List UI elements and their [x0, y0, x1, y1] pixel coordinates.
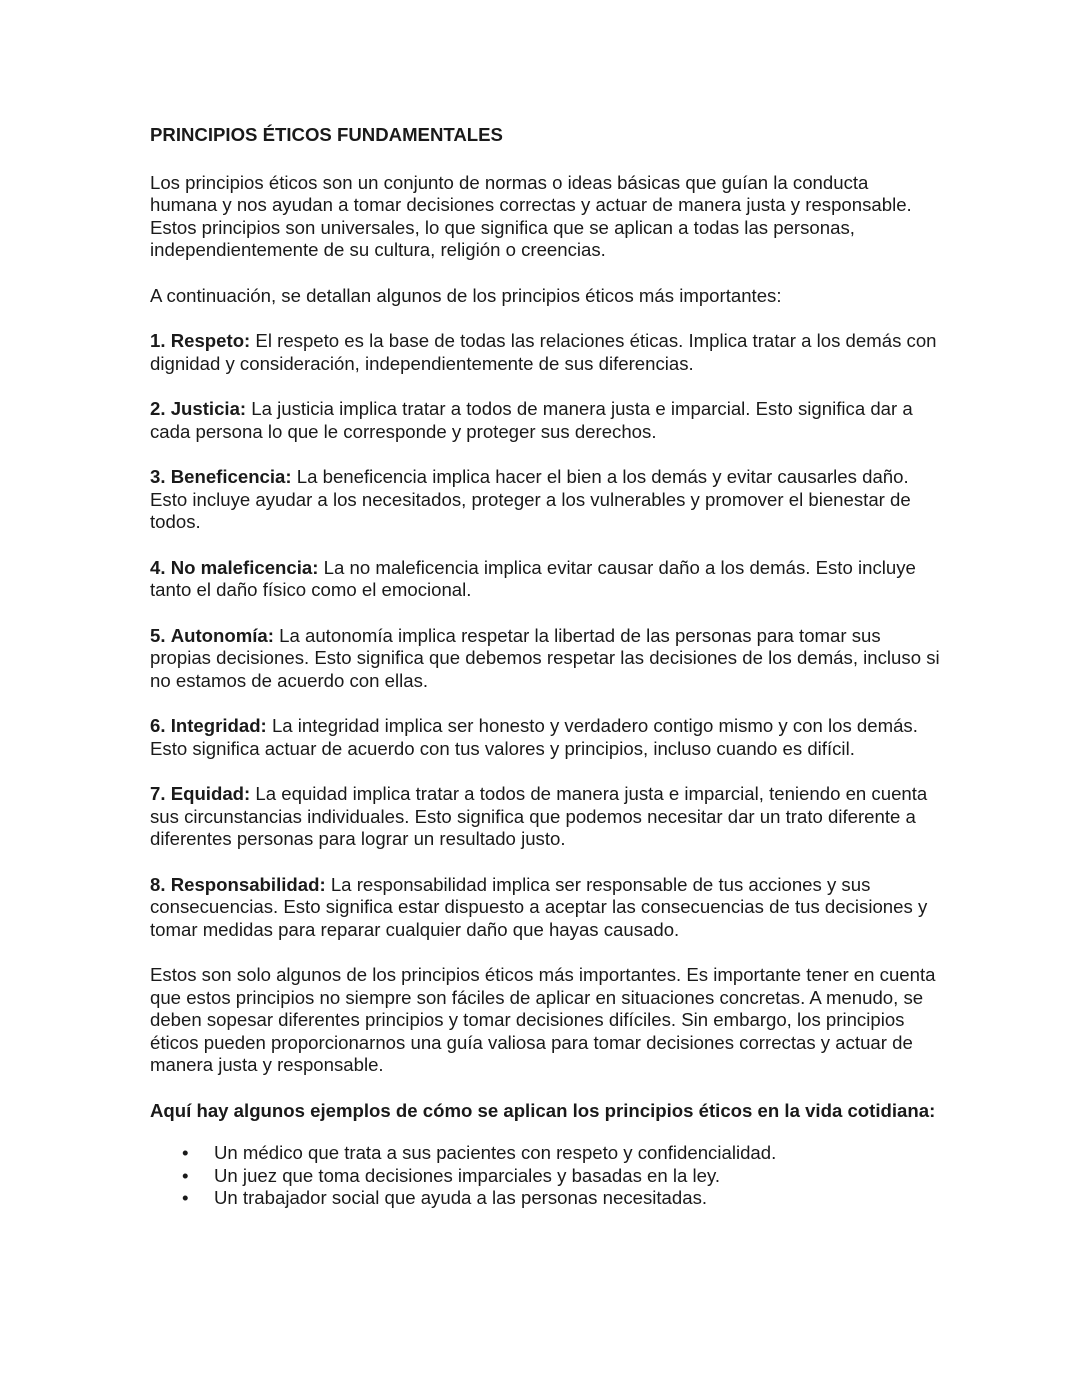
- bullet-icon: •: [182, 1164, 189, 1186]
- principle-item: [150, 557, 940, 602]
- lead-in-paragraph: A continuación, se detallan algunos de los principios éticos más importantes:: [150, 284, 782, 306]
- principle-name: Respeto:: [170, 330, 251, 351]
- principle-name: Autonomía:: [170, 624, 274, 646]
- principle-text: La autonomía implica respetar la libertad de las personas para tomar sus propias decisiones. Esto significa que debemos respetar las decisiones de los demás, incluso si no estamos de acuerdo con ellas.: [150, 624, 940, 691]
- principle-text: El respeto es la base de todas las relaciones éticas. Implica tratar a los demás con dignidad y consideración, independientemente de sus diferencias.: [150, 330, 937, 374]
- principle-item: [150, 625, 940, 693]
- principle-name: No maleficencia:: [170, 556, 319, 578]
- principle-number: 1.: [150, 330, 166, 351]
- principle-number: 6.: [150, 715, 166, 736]
- principle-item: [150, 783, 940, 851]
- principle-number: 8.: [150, 873, 166, 895]
- principle-text: La responsabilidad implica ser responsable de tus acciones y sus consecuencias. Esto significa estar dispuesto a aceptar las consecuencias de tus decisiones y tomar medidas para reparar cualquier daño que hayas causado.: [150, 873, 928, 940]
- principle-item: [150, 874, 940, 942]
- principle-item: [150, 466, 940, 534]
- list-item: [150, 1187, 940, 1210]
- intro-paragraph: Los principios éticos son un conjunto de normas o ideas básicas que guían la conducta humana y nos ayudan a tomar decisiones correctas y actuar de manera justa y responsable. Estos principios son universales, lo que significa que se aplican a todas las personas, independientemente de su cultura, religión o creencias.: [150, 171, 912, 260]
- principle-item: [150, 715, 940, 760]
- list-item: [150, 1142, 940, 1165]
- principle-number: 5.: [150, 624, 166, 646]
- principle-text: La no maleficencia implica evitar causar daño a los demás. Esto incluye tanto el daño físico como el emocional.: [150, 556, 916, 600]
- examples-heading: Aquí hay algunos ejemplos de cómo se aplican los principios éticos en la vida cotidiana:: [150, 1099, 936, 1121]
- document-title: PRINCIPIOS ÉTICOS FUNDAMENTALES: [150, 124, 503, 145]
- bullet-icon: •: [182, 1142, 189, 1163]
- principle-name: Beneficencia:: [170, 466, 292, 487]
- document-page: [150, 124, 940, 1210]
- principle-number: 4.: [150, 556, 166, 578]
- principle-text: La integridad implica ser honesto y verdadero contigo mismo y con los demás. Esto significa actuar de acuerdo con tus valores y principios, incluso cuando es difícil.: [150, 715, 918, 759]
- principle-name: Responsabilidad:: [170, 873, 326, 895]
- principle-name: Integridad:: [170, 715, 267, 736]
- principle-number: 2.: [150, 398, 166, 419]
- bullet-icon: •: [182, 1187, 189, 1208]
- principle-number: 3.: [150, 466, 166, 487]
- principle-name: Equidad:: [170, 783, 251, 804]
- list-item: [150, 1165, 940, 1188]
- principle-text: La beneficencia implica hacer el bien a los demás y evitar causarles daño. Esto incluye ayudar a los necesitados, proteger a los vulnerables y promover el bienestar de todos.: [150, 466, 911, 532]
- example-text: Un trabajador social que ayuda a las personas necesitadas.: [214, 1187, 708, 1208]
- conclusion-paragraph: Estos son solo algunos de los principios éticos más importantes. Es importante tener en cuenta que estos principios no siempre son fáciles de aplicar en situaciones concretas. A menudo, se deben sopesar diferentes principios y tomar decisiones difíciles. Sin embargo, los principios éticos pueden proporcionarnos una guía valiosa para tomar decisiones correctas y actuar de manera justa y responsable.: [150, 964, 936, 1075]
- example-text: Un médico que trata a sus pacientes con respeto y confidencialidad.: [214, 1142, 777, 1163]
- principle-text: La justicia implica tratar a todos de manera justa e imparcial. Esto significa dar a cada persona lo que le corresponde y proteger sus derechos.: [150, 398, 913, 442]
- example-text: Un juez que toma decisiones imparciales y basadas en la ley.: [214, 1164, 721, 1186]
- principle-text: La equidad implica tratar a todos de manera justa e imparcial, teniendo en cuenta sus circunstancias individuales. Esto significa que podemos necesitar dar un trato diferente a diferentes personas para lograr un resultado justo.: [150, 783, 928, 849]
- principle-name: Justicia:: [170, 398, 247, 419]
- principle-number: 7.: [150, 783, 166, 804]
- principle-item: [150, 330, 940, 375]
- principle-item: [150, 398, 940, 443]
- examples-list: [150, 1142, 940, 1210]
